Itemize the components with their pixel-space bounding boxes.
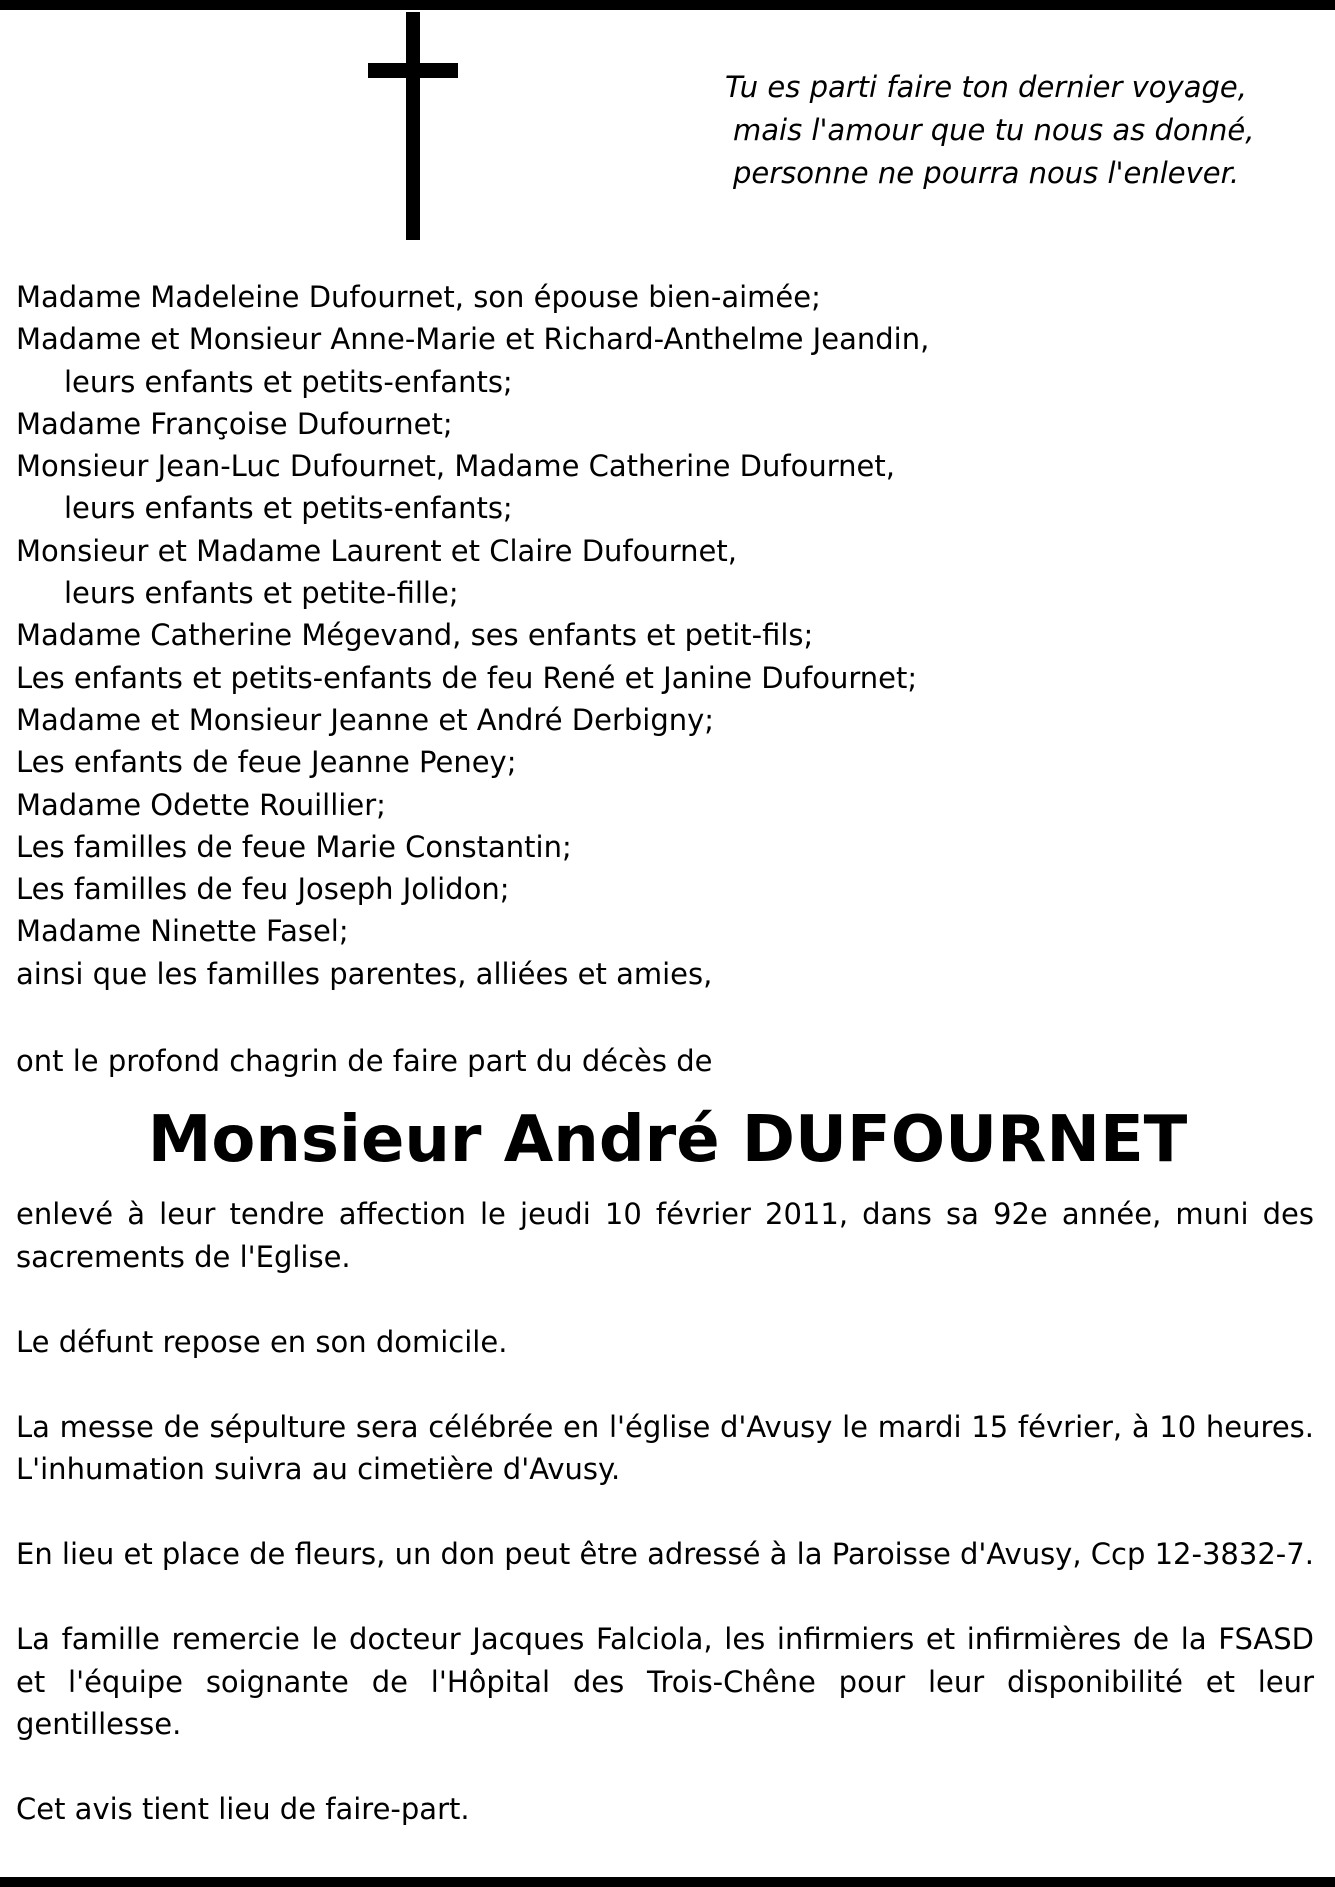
body-paragraph: La famille remercie le docteur Jacques Falciola, les infirmiers et infirmières de la FSASD et l'équipe soignante de l'Hôpital des Trois-Chêne pour leur disponibilité et leur gentillesse. xyxy=(16,1622,1314,1741)
cross-horizontal-bar xyxy=(368,63,458,78)
top-border-rule xyxy=(0,0,1335,10)
family-line: Madame Odette Rouillier; xyxy=(16,787,386,822)
body-paragraph: En lieu et place de fleurs, un don peut être adressé à la Paroisse d'Avusy, Ccp 12-3832-7. xyxy=(16,1537,1314,1571)
family-line: Monsieur et Madame Laurent et Claire Dufournet, xyxy=(16,533,737,568)
poem-line: mais l'amour que tu nous as donné, xyxy=(733,113,1255,147)
family-line: leurs enfants et petits-enfants; xyxy=(64,364,513,399)
epitaph-poem xyxy=(725,66,1315,195)
deceased-name: Monsieur André DUFOURNET xyxy=(147,1103,1188,1177)
family-line: Madame Catherine Mégevand, ses enfants et petit-fils; xyxy=(16,618,814,653)
family-line: Les enfants et petits-enfants de feu René et Janine Dufournet; xyxy=(16,660,918,695)
body-paragraph: Le défunt repose en son domicile. xyxy=(16,1324,508,1359)
family-line: leurs enfants et petite-fille; xyxy=(64,576,459,611)
cross-icon xyxy=(368,12,458,240)
family-line: Monsieur Jean-Luc Dufournet, Madame Catherine Dufournet, xyxy=(16,449,895,484)
bottom-border-rule xyxy=(0,1877,1335,1887)
announcement-body xyxy=(16,1193,1314,1873)
cross-vertical-bar xyxy=(406,12,420,240)
family-line: leurs enfants et petits-enfants; xyxy=(64,491,513,526)
poem-line: personne ne pourra nous l'enlever. xyxy=(733,156,1240,190)
family-line: Les familles de feue Marie Constantin; xyxy=(16,829,572,864)
family-line: Madame et Monsieur Anne-Marie et Richard-Anthelme Jeandin, xyxy=(16,322,930,357)
body-paragraph: La messe de sépulture sera célébrée en l'église d'Avusy le mardi 15 février, à 10 heures. L'inhumation suivra au cimetière d'Avusy. xyxy=(16,1409,1314,1486)
poem-line: Tu es parti faire ton dernier voyage, xyxy=(725,70,1247,104)
family-line: Madame Madeleine Dufournet, son épouse bien-aimée; xyxy=(16,280,821,314)
family-line: Madame Ninette Fasel; xyxy=(16,914,349,949)
family-list xyxy=(16,276,1316,995)
family-line: Madame Françoise Dufournet; xyxy=(16,406,453,441)
family-line: Les familles de feu Joseph Jolidon; xyxy=(16,872,510,907)
body-paragraph: Cet avis tient lieu de faire-part. xyxy=(16,1792,470,1826)
family-line: Madame et Monsieur Jeanne et André Derbigny; xyxy=(16,702,715,737)
body-paragraph: enlevé à leur tendre affection le jeudi 10 février 2011, dans sa 92e année, muni des sacrements de l'Eglise. xyxy=(16,1197,1314,1274)
family-line: Les enfants de feue Jeanne Peney; xyxy=(16,745,517,780)
family-line: ainsi que les familles parentes, alliées et amies, xyxy=(16,956,713,991)
announcement-intro: ont le profond chagrin de faire part du décès de xyxy=(16,1044,713,1078)
